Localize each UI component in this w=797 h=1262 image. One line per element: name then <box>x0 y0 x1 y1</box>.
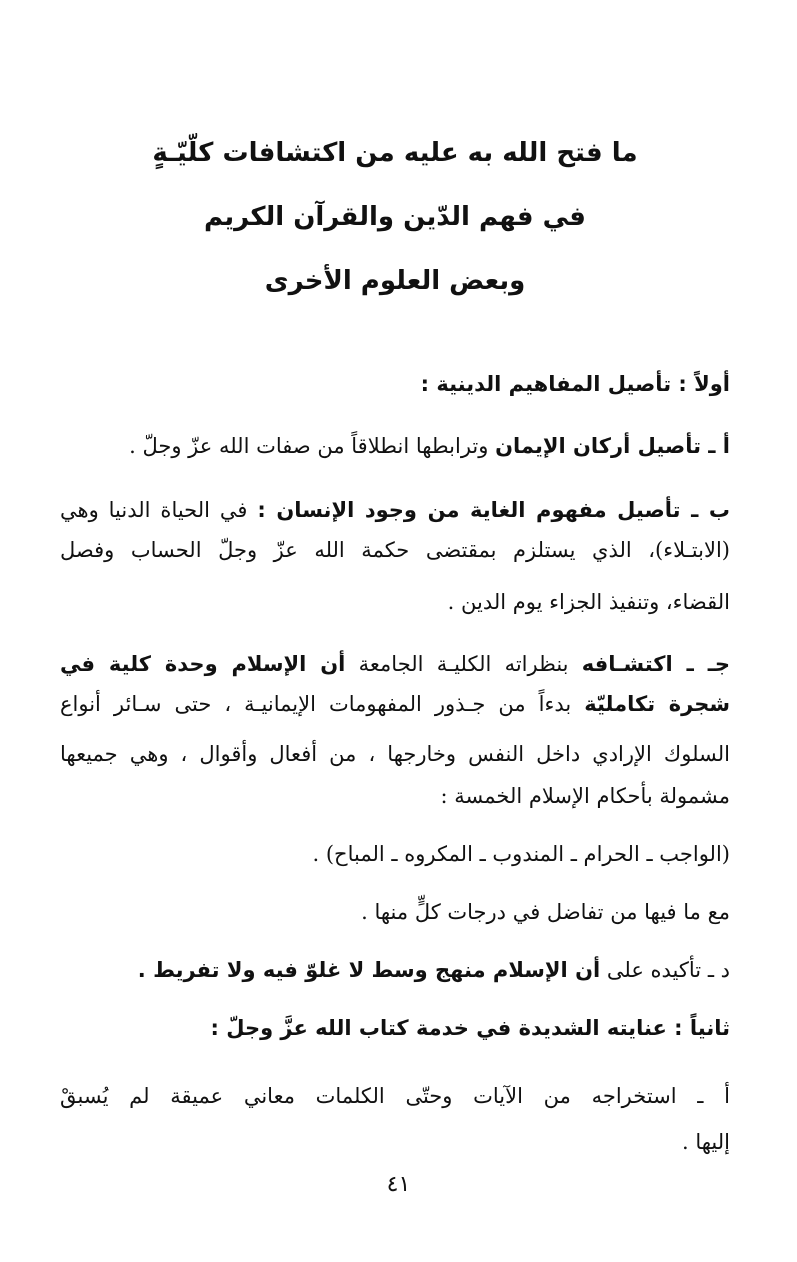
section-2-item-a-line-2: إليها . <box>682 1130 730 1154</box>
chapter-title-line-3: وبعض العلوم الأخرى <box>264 266 526 296</box>
section-2-item-a-line-1: أ ـ استخراجه من الآيات وحتّى الكلمات معاني عميقة لم يُسبقْ <box>60 1084 730 1108</box>
item-c-line-3: السلوك الإرادي داخل النفس وخارجها ، من أفعال وأقوال ، وهي جميعها <box>60 742 730 766</box>
item-b-label: ب ـ تأصيل مفهوم الغاية من وجود الإنسان : <box>257 498 730 522</box>
item-c-line-1 <box>60 644 730 684</box>
chapter-title-line-2: في فهم الدّين والقرآن الكريم <box>204 202 586 232</box>
item-c-bold-2: شجرة تكامليّة <box>584 692 730 716</box>
item-c-label: جـ ـ اكتشـافه <box>581 652 731 676</box>
section-1-heading: أولاً : تأصيل المفاهيم الدينية : <box>420 372 730 396</box>
item-d-label: د ـ تأكيده على <box>606 958 730 982</box>
item-c-line-4: مشمولة بأحكام الإسلام الخمسة : <box>440 784 730 808</box>
item-c-bold-1: أن الإسلام وحدة كلية في <box>60 652 346 676</box>
item-d-paragraph <box>60 950 730 990</box>
item-b-text-1: في الحياة الدنيا وهي <box>60 498 248 522</box>
page-number: ٤١ <box>386 1172 411 1197</box>
item-c-tail: مع ما فيها من تفاضل في درجات كلٍّ منها . <box>361 900 730 924</box>
chapter-title-line-1: ما فتح الله به عليه من اكتشافات كلّيّـةٍ <box>152 138 638 168</box>
item-a-label: أ ـ تأصيل أركان الإيمان <box>495 434 730 458</box>
item-a-text: وترابطها انطلاقاً من صفات الله عزّ وجلّ . <box>129 434 489 458</box>
book-page <box>60 0 730 1262</box>
item-b-line-3: القضاء، وتنفيذ الجزاء يوم الدين . <box>447 590 730 614</box>
section-2-heading: ثانياً : عنايته الشديدة في خدمة كتاب الله عزَّ وجلّ : <box>210 1016 730 1040</box>
item-c-text-2: بدءاً من جـذور المفهومات الإيمانيـة ، حتى سـائر أنواع <box>60 692 572 716</box>
item-d-bold: أن الإسلام منهج وسط لا غلوّ فيه ولا تفريط . <box>137 958 601 982</box>
item-b-line-1 <box>60 490 730 530</box>
item-c-text-1: بنظراته الكليـة الجامعة <box>358 652 569 676</box>
item-a-paragraph <box>60 426 730 466</box>
item-c-line-2 <box>60 684 730 724</box>
rulings-list: (الواجب ـ الحرام ـ المندوب ـ المكروه ـ المباح) . <box>312 842 730 866</box>
item-b-line-2: (الابتـلاء)، الذي يستلزم بمقتضى حكمة الله عزّ وجلّ الحساب وفصل <box>60 538 730 562</box>
